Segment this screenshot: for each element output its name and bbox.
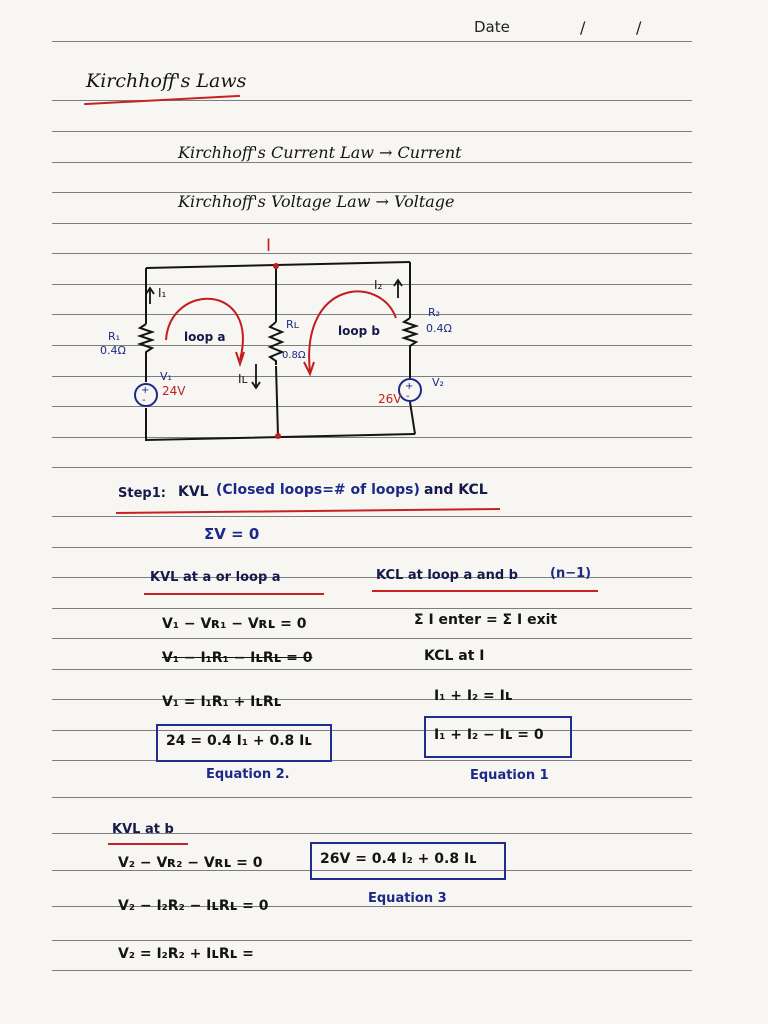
r1-resistor — [140, 324, 152, 356]
top-node — [273, 263, 279, 269]
equation-1-label: Equation 1 — [470, 768, 549, 783]
i1-arrow — [146, 288, 154, 304]
il-arrow — [252, 364, 260, 388]
date-label: Date — [474, 18, 510, 36]
date-slash-1: / — [580, 18, 586, 37]
date-slash-2: / — [636, 18, 642, 37]
il-label: Iʟ — [238, 372, 248, 386]
svg-text:-: - — [142, 395, 146, 406]
step-and-kcl: and KCL — [424, 482, 488, 498]
kcl-definition: Kirchhoff's Current Law → Current — [178, 143, 462, 162]
equation-3-label: Equation 3 — [368, 891, 447, 906]
rl-value: 0.8Ω — [282, 350, 306, 361]
v1-value: 24V — [162, 384, 186, 398]
kcl-line1: Σ I enter = Σ I exit — [414, 612, 558, 628]
rl-label: Rʟ — [286, 318, 300, 331]
equation-1-text: I₁ + I₂ − Iʟ = 0 — [434, 727, 544, 743]
equation-3-text: 26V = 0.4 I₂ + 0.8 Iʟ — [320, 851, 477, 867]
kvl-a-line3: V₁ = I₁R₁ + IʟRʟ — [162, 694, 282, 710]
r1-label: R₁ — [108, 330, 121, 343]
svg-text:+: + — [405, 381, 414, 392]
kcl-heading: KCL at loop a and b — [376, 568, 518, 583]
r1-value: 0.4Ω — [100, 344, 126, 357]
r2-label: R₂ — [428, 306, 441, 319]
kvl-a-line1: V₁ − Vʀ₁ − Vʀʟ = 0 — [162, 616, 307, 632]
kcl-underline — [372, 590, 598, 592]
step-paren: (Closed loops=# of loops) — [216, 482, 420, 498]
i2-arrow — [394, 280, 402, 298]
rl-resistor — [270, 322, 282, 365]
loop-b-label: loop b — [338, 324, 380, 338]
kcl-line2: KCL at I — [424, 648, 485, 664]
r2-resistor — [404, 318, 416, 350]
kvl-b-line2: V₂ − I₂R₂ − IʟRʟ = 0 — [118, 898, 269, 914]
i2-label: I₂ — [374, 278, 383, 292]
step-prefix: Step1: — [118, 486, 166, 501]
sum-v-equation: ΣV = 0 — [204, 525, 260, 543]
equation-2-label: Equation 2. — [206, 767, 290, 782]
r2-value: 0.4Ω — [426, 322, 452, 335]
kvl-b-underline — [108, 843, 188, 845]
bottom-node — [275, 433, 281, 439]
page-title: Kirchhoff's Laws — [86, 70, 247, 92]
kvl-b-heading: KVL at b — [112, 822, 174, 837]
kvl-b-line3: V₂ = I₂R₂ + IʟRʟ = — [118, 946, 254, 962]
svg-text:-: - — [406, 391, 410, 402]
kcl-heading-suffix: (n−1) — [550, 566, 592, 581]
kvl-a-line2: V₁ − I₁R₁ − IʟRʟ = 0 — [162, 650, 313, 666]
i1-label: I₁ — [158, 286, 167, 300]
loop-a-label: loop a — [184, 330, 226, 344]
v2-value: 26V — [378, 392, 402, 406]
step-kvl: KVL — [178, 484, 209, 500]
kvl-b-line1: V₂ − Vʀ₂ − Vʀʟ = 0 — [118, 855, 263, 871]
v2-label: V₂ — [432, 376, 444, 389]
node-current-label: I — [266, 236, 272, 256]
v1-label: V₁ — [160, 370, 172, 383]
kvl-definition: Kirchhoff's Voltage Law → Voltage — [178, 192, 455, 211]
kvl-loop-a-underline — [144, 593, 324, 595]
equation-2-text: 24 = 0.4 I₁ + 0.8 Iʟ — [166, 733, 312, 749]
svg-text:+: + — [141, 385, 150, 396]
kvl-loop-a-heading: KVL at a or loop a — [150, 570, 281, 585]
kcl-line3: I₁ + I₂ = Iʟ — [434, 688, 513, 704]
